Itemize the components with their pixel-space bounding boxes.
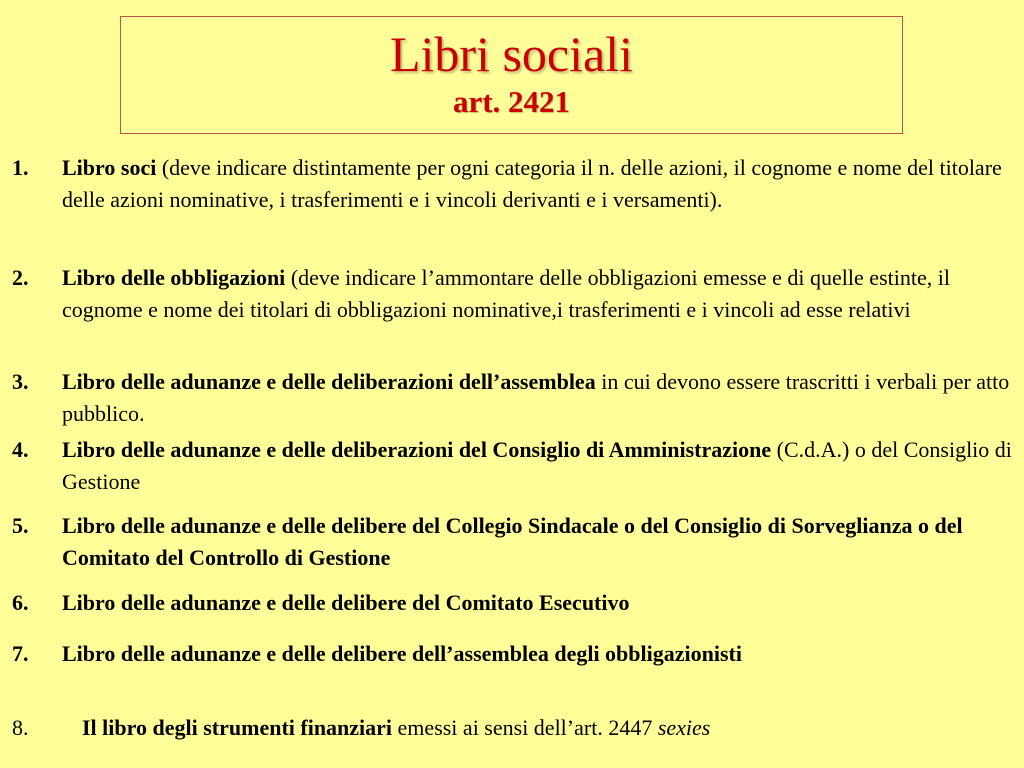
item-text: [62, 587, 1012, 619]
item-text: [62, 638, 1012, 670]
item-rest-text: emessi ai sensi dell’art. 2447: [392, 715, 658, 740]
item-number: 3.: [12, 369, 29, 394]
item-number: 5.: [12, 513, 29, 538]
item-number: 1.: [12, 155, 29, 180]
item-text: [62, 262, 1012, 326]
item-rest-text: (C.d.A.) o del Consiglio di Gestione: [62, 437, 1012, 494]
item-bold-text: Libro delle adunanze e delle delibere del Collegio Sindacale o del Consiglio di Sorveglianza o del Comitato del Controllo di Gestione: [62, 513, 963, 570]
item-rest-text: (deve indicare l’ammontare delle obbligazioni emesse e di quelle estinte, il cognome e nome dei titolari di obbligazioni nominative,i trasferimenti e i vincoli ad esse relativi: [62, 265, 950, 322]
item-text: [82, 712, 1024, 744]
item-number: 4.: [12, 437, 29, 462]
item-number: 8.: [12, 715, 29, 740]
item-bold-text: Libro delle adunanze e delle delibere dell’assemblea degli obbligazionisti: [62, 641, 742, 666]
item-bold-text: Libro delle adunanze e delle delibere del Comitato Esecutivo: [62, 590, 630, 615]
item-bold-text: Libro delle adunanze e delle deliberazioni dell’assemblea: [62, 369, 596, 394]
item-bold-text: Libro soci: [62, 155, 157, 180]
item-number: 7.: [12, 641, 29, 666]
item-bold-text: Libro delle obbligazioni: [62, 265, 286, 290]
item-number: 6.: [12, 590, 29, 615]
item-text: [62, 366, 1012, 430]
item-italic-text: sexies: [657, 715, 711, 740]
item-bold-text: Il libro degli strumenti finanziari: [82, 715, 393, 740]
item-text: [62, 510, 1012, 574]
item-bold-text: Libro delle adunanze e delle deliberazioni del Consiglio di Amministrazione: [62, 437, 772, 462]
item-text: [62, 152, 1012, 216]
item-rest-text: (deve indicare distintamente per ogni categoria il n. delle azioni, il cognome e nome del titolare delle azioni nominative, i trasferimenti e i vincoli derivanti e i versamenti).: [62, 155, 1002, 212]
item-number: 2.: [12, 265, 29, 290]
item-rest-text: in cui devono essere trascritti i verbali per atto pubblico.: [62, 369, 1010, 426]
item-text: [62, 434, 1012, 498]
page-title: Libri sociali: [390, 26, 633, 82]
page-subtitle: art. 2421: [452, 84, 571, 119]
